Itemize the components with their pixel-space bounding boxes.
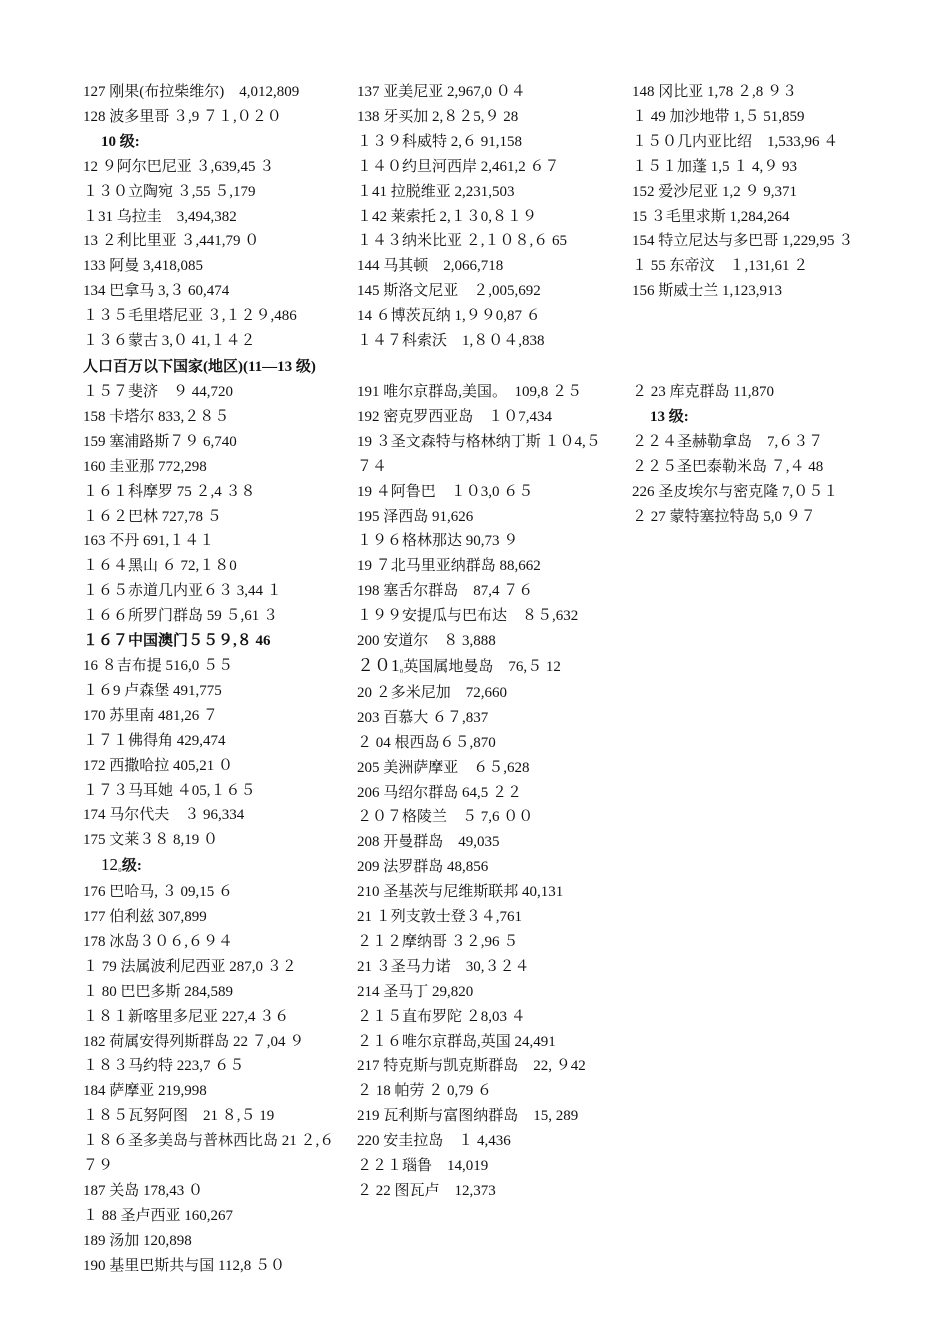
section2-column-1 [83,380,345,1279]
level-heading-13: 13 级: [650,408,689,425]
list-item: ２ 27 蒙特塞拉特岛 5,0 ９７ [632,508,816,525]
list-item: １６６所罗门群岛 59 ５,61 ３ [83,608,279,625]
list-item: １６５赤道几内亚６３ 3,44 １ [83,583,282,600]
list-item: 174 马尔代夫 ３ 96,334 [83,807,245,824]
list-item: 128 波多里哥 ３,9 ７１,０２０ [83,108,282,125]
section-heading: 人口百万以下国家(地区)(11—13 级) [83,359,316,375]
list-item: 13 ２利比里亚 ３,441,79 ０ [83,233,260,250]
list-item: １９９安提瓜与巴布达 ８５,632 [357,608,579,625]
list-item: 209 法罗群岛 48,856 [357,859,489,876]
list-item: 208 开曼群岛 49,035 [357,834,500,851]
item-number: ２０1 [357,655,400,675]
list-item: １６４黑山 ６ 72,１８0 [83,558,237,575]
list-item: 137 亚美尼亚 2,967,0 ０４ [357,84,526,100]
list-item: 220 安圭拉岛 １ 4,436 [357,1133,511,1150]
list-item: 138 牙买加 2,８２5,９ 28 [357,108,519,125]
list-item: １７３马耳她 ４05,１６５ [83,782,256,799]
list-item: １41 拉脱维亚 2,231,503 [357,183,515,200]
list-item: ２ 04 根西岛６５,870 [357,734,496,751]
list-item: １６9 卢森堡 491,775 [83,682,222,699]
list-item: ２ 22 图瓦卢 12,373 [357,1183,496,1199]
list-item: １３９科威特 2,６ 91,158 [357,133,523,150]
list-item: 206 马绍尔群岛 64,5 ２２ [357,784,523,801]
list-item: １ 49 加沙地带 1,５ 51,859 [632,108,805,125]
list-item: 214 圣马丁 29,820 [357,983,474,1000]
list-item: 177 伯利兹 307,899 [83,909,207,926]
list-item: 178 冰岛３０６,６９４ [83,933,234,950]
list-item: １３０立陶宛 ３,55 ５,179 [83,183,256,200]
list-item: 187 关岛 178,43 ０ [83,1183,204,1199]
list-item: 163 不丹 691,１４１ [83,533,215,550]
level-number: 12 [101,855,118,875]
list-item: ２ 23 库克群岛 11,870 [632,384,774,400]
list-item: 200 安道尔 ８ 3,888 [357,633,496,650]
list-item: 191 唯尔京群岛,美国。 109,8 ２５ [357,384,583,400]
list-item: 19 ７北马里亚纳群岛 88,662 [357,558,541,575]
list-item: 210 圣基茨与尼维斯联邦 40,131 [357,884,564,901]
level-suffix: 级: [121,858,142,875]
list-item: １４７科索沃 1,８０４,838 [357,333,545,350]
list-item: 198 塞舌尔群岛 87,4 ７６ [357,583,534,600]
list-item: 21 １列支敦士登３４,761 [357,909,523,926]
list-item: 219 瓦利斯与富图纳群岛 15, 289 [357,1108,579,1125]
list-item: ２ 18 帕劳 ２ 0,79 ６ [357,1083,493,1100]
level-heading-12: 12₀级: [101,855,142,875]
list-item: １８５瓦努阿图 21 ８,５ 19 [83,1108,275,1125]
list-item: １ 88 圣卢西亚 160,267 [83,1207,234,1224]
list-item: １８１新喀里多尼亚 227,4 ３６ [83,1008,290,1025]
list-item: ２１６唯尔京群岛,英国 24,491 [357,1033,556,1050]
list-item: １５１加蓬 1,5 １ 4,９ 93 [632,158,798,175]
list-item: ２０７格陵兰 ５ 7,6 ００ [357,809,534,826]
list-item: ２２１瑙鲁 14,019 [357,1158,489,1175]
list-item: １９６格林那达 90,73 ９ [357,533,519,550]
list-item: 160 圭亚那 772,298 [83,458,207,475]
list-item: １５７斐济 ９ 44,720 [83,384,234,400]
list-item-isle-of-man: ２０1₀英国属地曼岛 76,５ 12 [357,655,561,675]
list-item: 145 斯洛文尼亚 ２,005,692 [357,283,541,300]
list-item: １６２巴林 727,78 ５ [83,508,222,525]
section1-column-2 [357,80,619,354]
list-item: 154 特立尼达与多巴哥 1,229,95 ３ [632,233,854,250]
list-item: 176 巴哈马, ３ 09,15 ６ [83,884,234,901]
list-item: １８３马约特 223,7 ６５ [83,1058,245,1075]
list-item: 127 刚果(布拉柴维尔) 4,012,809 [83,84,300,100]
list-item: １６１科摩罗 75 ２,4 ３８ [83,483,256,500]
list-item: 19 ３圣文森特与格林纳丁斯 １０4,５７４ [357,433,601,475]
list-item: 226 圣皮埃尔与密克隆 7,０５１ [632,483,839,500]
level-heading-10: 10 级: [101,133,140,150]
list-item: １３６蒙古 3,０ 41,１４２ [83,333,256,350]
list-item: １３５毛里塔尼亚 ３,１２９,486 [83,308,297,325]
list-item: １８６圣多美岛与普林西比岛 21 ２,６７９ [83,1133,335,1175]
list-item: 195 泽西岛 91,626 [357,508,474,525]
list-item: 152 爱沙尼亚 1,2 ９ 9,371 [632,183,798,200]
list-item-macau: １６７中国澳门５５９,８ 46 [83,633,271,650]
list-item: 156 斯威士兰 1,123,913 [632,283,783,300]
list-item: 170 苏里南 481,26 ７ [83,707,219,724]
section1-column-3 [632,80,922,304]
list-item: 20 ２多米尼加 72,660 [357,684,508,701]
list-item: 190 基里巴斯共与国 112,8 ５０ [83,1257,285,1274]
list-item: 144 马其顿 2,066,718 [357,258,504,275]
section2-column-3 [632,380,922,529]
list-item: 14 ６博茨瓦纳 1,９９0,87 ６ [357,308,541,325]
list-item: ２１５直布罗陀 ２8,03 ４ [357,1008,526,1025]
list-item: 16 ８吉布提 516,0 ５５ [83,657,234,674]
list-item: 15 ３毛里求斯 1,284,264 [632,208,790,225]
list-item: １７１佛得角 429,474 [83,732,226,749]
list-item: 184 萨摩亚 219,998 [83,1083,207,1100]
list-item: 172 西撒哈拉 405,21 ０ [83,757,234,774]
list-item: 21 ３圣马力诺 30,３２４ [357,958,530,975]
list-item: １４３纳米比亚 ２,１０８,６ 65 [357,233,568,250]
list-item: ２１２摩纳哥 ３２,96 ５ [357,933,519,950]
list-item: １ 80 巴巴多斯 284,589 [83,983,234,1000]
list-item: ２２４圣赫勒拿岛 7,６３７ [632,433,824,450]
list-item: 159 塞浦路斯７９ 6,740 [83,433,237,450]
list-item: 158 卡塔尔 833,２８５ [83,408,230,425]
list-item: １ 55 东帝汶 １,131,61 ２ [632,258,809,275]
list-item: １ 79 法属波利尼西亚 287,0 ３２ [83,958,297,975]
list-item: 12 ９阿尔巴尼亚 ３,639,45 ３ [83,158,275,175]
list-item: 148 冈比亚 1,78 ２,8 ９３ [632,84,798,100]
section1-column-1 [83,80,345,354]
list-item: 134 巴拿马 3,３ 60,474 [83,283,230,300]
list-item: １４０约旦河西岸 2,461,2 ６７ [357,158,560,175]
list-item: 203 百慕大 ６７,837 [357,709,489,726]
list-item: 217 特克斯与凯克斯群岛 22, ９42 [357,1058,586,1075]
list-item: １42 莱索托 2,１３0,８１９ [357,208,538,225]
list-item: 175 文莱３８ 8,19 ０ [83,832,219,849]
list-item: 19 ４阿鲁巴 １０3,0 ６５ [357,483,534,500]
list-item: １５０几内亚比绍 1,533,96 ４ [632,133,839,150]
list-item: １31 乌拉圭 3,494,382 [83,208,237,225]
list-item: 205 美洲萨摩亚 ６５,628 [357,759,530,776]
item-text: 英国属地曼岛 76,５ 12 [403,658,561,675]
list-item: 182 荷属安得列斯群岛 22 ７,04 ９ [83,1033,305,1050]
list-item: 189 汤加 120,898 [83,1232,192,1249]
list-item: ２２５圣巴泰勒米岛 ７,４ 48 [632,458,824,475]
section2-column-2 [357,380,612,1204]
list-item: 192 密克罗西亚岛 １０7,434 [357,408,553,425]
list-item: 133 阿曼 3,418,085 [83,258,204,275]
